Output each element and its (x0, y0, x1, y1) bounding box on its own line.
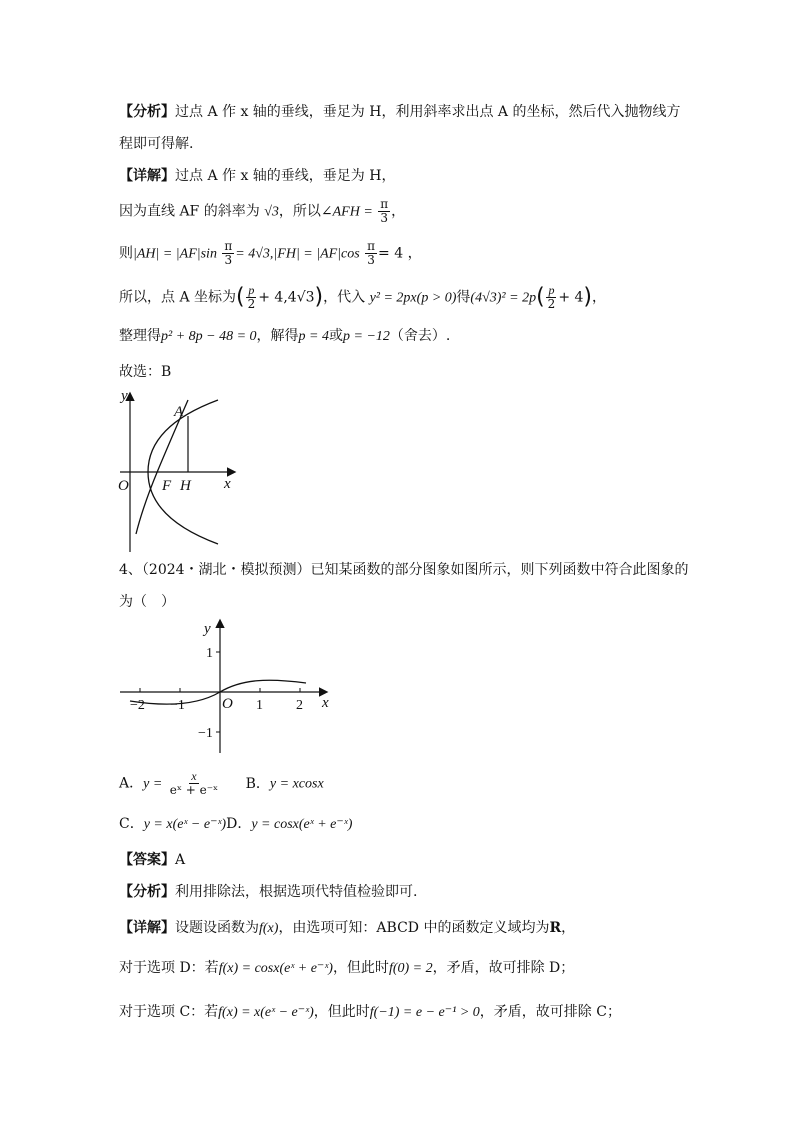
solve-eq: p² + 8p − 48 = 0 (161, 329, 257, 344)
solution-detail-c: ，由选项可知：ABCD 中的函数定义域均为 (278, 920, 550, 936)
line-af (136, 400, 188, 534)
frac-pi-over-3 (378, 198, 390, 225)
solution-detail-fx: f(x) (259, 921, 279, 936)
sol-d-d: f(0) = 2 (388, 961, 433, 976)
label-x-minus-1: −1 (170, 698, 185, 713)
option-b-expr: y = xcosx (269, 776, 324, 792)
label-o: O (222, 696, 233, 712)
solution-answer (119, 850, 185, 870)
analysis-text-1: 过点 A 作 x 轴的垂线，垂足为 H，利用斜率求出点 A 的坐标，然后代入抛物线方 (175, 104, 681, 120)
coord-g: + 4 (558, 289, 584, 306)
solution-detail-a: 设题设函数为 (175, 920, 259, 936)
label-x-1: 1 (256, 698, 263, 713)
solution-detail-tag: 【详解】 (119, 920, 175, 936)
solve-g: （舍去）. (389, 328, 451, 344)
lengths-d: = 4 ， (378, 245, 422, 262)
label-y: y (121, 388, 128, 404)
frac-num: π (380, 197, 389, 211)
function-figure (118, 615, 338, 755)
option-ab (119, 770, 324, 797)
coord-parabola: y² = 2px(p > 0) (369, 290, 457, 306)
slope-text-e: ， (391, 203, 406, 220)
question-4-line-1 (119, 560, 689, 580)
answer-value: A (175, 852, 186, 868)
lengths-ah: |AH| = |AF|sin (133, 246, 217, 262)
coord-c: ，代入 (323, 289, 366, 306)
frac-pi-over-3-c (365, 240, 377, 267)
analysis-line-1 (119, 102, 680, 122)
detail-line-1 (119, 166, 395, 186)
coord-e: 得 (456, 289, 471, 306)
sol-d-b: f(x) = cosx(eˣ + e⁻ˣ) (218, 961, 333, 976)
frac-p-over-2 (246, 284, 258, 311)
label-y-minus-1: −1 (198, 726, 213, 741)
frac-num: x (191, 769, 197, 783)
frac-den: 3 (224, 253, 233, 267)
solution-detail-r: R (549, 920, 562, 936)
sol-d-e: ，矛盾，故可排除 D； (432, 960, 575, 976)
frac-num: p (248, 283, 255, 297)
detail-tag: 【详解】 (119, 168, 175, 184)
option-d-label: D． (226, 816, 252, 832)
slope-text-c: ，所以 (278, 203, 321, 220)
option-a-lhs: y = (143, 776, 163, 792)
question-4-text-1: 4、（2024・湖北・模拟预测）已知某函数的部分图象如图所示，则下列函数中符合此图象的 (119, 562, 689, 578)
answer-tag: 【答案】 (119, 852, 175, 868)
analysis-text-2: 程即可得解. (119, 136, 194, 152)
solve-c: ，解得 (256, 328, 299, 344)
solution-analysis (119, 882, 417, 902)
frac-den: 3 (380, 211, 388, 225)
sol-c-b: f(x) = x(eˣ − e⁻ˣ) (218, 1005, 314, 1020)
label-y: y (204, 621, 211, 637)
sol-c-a: 对于选项 C：若 (119, 1004, 219, 1020)
label-o: O (118, 478, 129, 494)
solution-detail-e: ， (561, 920, 576, 936)
parabola-figure (118, 386, 248, 556)
solution-analysis-text: 利用排除法，根据选项代特值检验即可. (175, 884, 418, 900)
coord-h: ， (592, 289, 606, 306)
answer-line (119, 362, 171, 382)
label-h: H (180, 478, 191, 494)
option-d-expr: y = cosx(eˣ + e⁻ˣ) (251, 817, 353, 832)
label-f: F (162, 478, 172, 494)
slope-line (119, 198, 405, 225)
answer-text: 故选：B (119, 364, 172, 380)
label-a: A (174, 404, 184, 420)
solution-analysis-tag: 【分析】 (119, 884, 175, 900)
frac-num: p (548, 283, 555, 297)
solution-detail (119, 918, 575, 939)
label-x: x (224, 476, 231, 492)
frac-den: 2 (547, 297, 556, 311)
slope-sqrt3: √3 (264, 204, 279, 220)
option-a-frac (168, 770, 220, 797)
solve-p4: p = 4 (298, 329, 329, 344)
frac-pi-over-3-b (222, 240, 234, 267)
option-c-expr: y = x(eˣ − e⁻ˣ) (143, 817, 227, 832)
solution-option-c (119, 1002, 621, 1023)
frac-p-over-2-b (546, 284, 558, 311)
frac-num: π (367, 239, 376, 253)
coord-a: 所以，点 A 坐标为 (119, 289, 237, 306)
coord-b: + 4,4√3 (258, 289, 315, 306)
solve-e: 或 (329, 328, 343, 344)
solution-option-d (119, 958, 574, 979)
label-x-2: 2 (296, 698, 303, 713)
coord-f: (4√3)² = 2p (470, 290, 537, 306)
question-4-text-2: 为（ ） (119, 594, 175, 610)
option-b-label: B． (245, 775, 270, 792)
analysis-tag: 【分析】 (119, 104, 175, 120)
sol-d-c: ，但此时 (332, 960, 389, 976)
label-x: x (322, 695, 329, 711)
lengths-line (119, 240, 422, 267)
option-cd (119, 814, 352, 835)
analysis-line-2 (119, 134, 193, 154)
solve-a: 整理得 (119, 328, 161, 344)
frac-num: π (224, 239, 233, 253)
frac-den: eˣ + e⁻ˣ (169, 783, 219, 797)
label-y-1: 1 (206, 646, 213, 661)
frac-den: 3 (367, 253, 375, 267)
detail-text: 过点 A 作 x 轴的垂线，垂足为 H， (175, 168, 396, 184)
option-c-label: C． (119, 816, 144, 832)
label-x-minus-2: −2 (130, 698, 145, 713)
slope-angle: ∠AFH = (320, 204, 373, 220)
option-a-label: A． (119, 775, 144, 792)
solve-line (119, 326, 450, 347)
sol-c-c: ，但此时 (313, 1004, 370, 1020)
sol-d-a: 对于选项 D：若 (119, 960, 219, 976)
frac-den: 2 (247, 297, 256, 311)
sol-c-d: f(−1) = e − e⁻¹ > 0 (369, 1005, 480, 1020)
sol-c-e: ，矛盾，故可排除 C； (479, 1004, 621, 1020)
solve-p12: p = −12 (343, 329, 390, 344)
slope-text-a: 因为直线 AF 的斜率为 (119, 203, 260, 220)
lengths-a: 则 (119, 245, 133, 262)
coord-line: 所以，点 A 坐标为( $\frac{p}{2}$ + 4,4√3)，代入 y² = 2px(p > 0)得(4√3)² = 2p( $\frac{p}{2}$ + 4)， (119, 283, 606, 311)
lengths-fh: = 4√3,|FH| = |AF|cos (235, 246, 360, 262)
question-4-line-2 (119, 592, 175, 612)
